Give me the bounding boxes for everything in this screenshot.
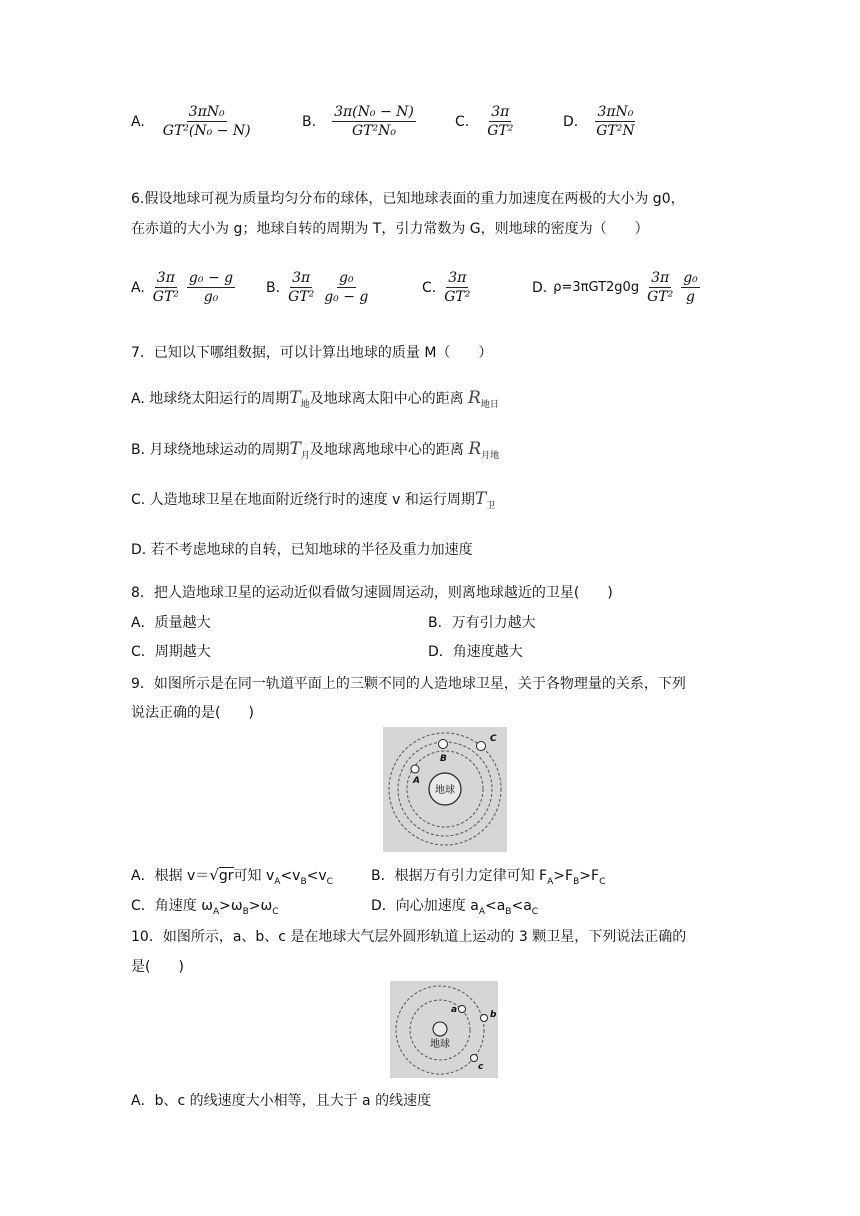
- option-text: B. 月球绕地球运动的周期: [131, 442, 290, 458]
- fraction: [187, 270, 235, 305]
- distance-symbol: R: [468, 388, 481, 408]
- option-text: A. 地球绕太阳运行的周期: [131, 391, 290, 407]
- fraction: [681, 270, 700, 305]
- fraction: [594, 104, 636, 139]
- numerator: g₀: [339, 270, 354, 286]
- denominator: g₀: [203, 289, 219, 305]
- fraction: [322, 270, 370, 305]
- fraction: [442, 270, 472, 305]
- option-label: D.: [563, 113, 579, 130]
- subscript: 地: [300, 399, 310, 410]
- subscript: B: [242, 906, 249, 917]
- denominator: g: [686, 289, 695, 305]
- denominator: GT²N: [596, 123, 635, 139]
- option-text: >ω: [219, 898, 243, 914]
- q5-option-b: [302, 104, 416, 139]
- subscript: B: [300, 876, 307, 887]
- subscript: A: [274, 876, 281, 887]
- option-text: <v: [306, 868, 327, 884]
- q9-option-b: [371, 865, 605, 887]
- q9-option-c: [131, 895, 279, 917]
- q10-stem-line1: 10．如图所示，a、b、c 是在地球大气层外圆形轨道上运动的 3 颗卫星，下列说法正确的: [131, 929, 687, 945]
- q9-option-d: [371, 895, 538, 917]
- option-text: A．根据 v＝: [131, 868, 210, 884]
- q8-option-a: A．质量越大: [131, 615, 211, 631]
- subscript: A: [547, 876, 554, 887]
- option-text: D．向心加速度 a: [371, 898, 479, 914]
- q5-option-a: [131, 104, 253, 139]
- subscript: C: [326, 876, 333, 887]
- subscript: A: [212, 906, 220, 917]
- numerator: 3π: [156, 270, 175, 286]
- earth-label: 地球: [435, 785, 455, 796]
- option-label: C.: [455, 113, 470, 130]
- option-label: A.: [131, 279, 145, 296]
- q6-option-b: [266, 270, 370, 305]
- satellite-a: [459, 1006, 466, 1013]
- satellite-c: [477, 742, 486, 751]
- option-text: C．角速度 ω: [131, 898, 213, 914]
- numerator: 3π: [292, 270, 311, 286]
- numerator: 3π: [448, 270, 467, 286]
- option-text: >F: [579, 868, 600, 884]
- fraction: [286, 270, 316, 305]
- option-text: <a: [484, 898, 506, 914]
- option-label: C.: [422, 279, 437, 296]
- satellite-a-label: A: [413, 776, 420, 786]
- q10-stem-line2: 是( ): [131, 959, 184, 975]
- denominator: GT²: [647, 289, 674, 305]
- subscript: 地日: [480, 399, 499, 410]
- q6-option-c: [422, 270, 472, 305]
- q7-stem: 7．已知以下哪组数据，可以计算出地球的质量 M（ ）: [131, 345, 493, 361]
- satellite-b: [481, 1015, 488, 1022]
- denominator: GT²: [288, 289, 315, 305]
- fraction: [161, 104, 253, 139]
- denominator: GT²: [152, 289, 179, 305]
- period-symbol: T: [474, 489, 487, 509]
- q9-stem-line2: 说法正确的是( ): [131, 705, 254, 721]
- denominator: GT²: [444, 289, 471, 305]
- fraction: [485, 104, 515, 139]
- subscript: A: [478, 906, 485, 917]
- q9-option-a: [131, 865, 333, 887]
- denominator: GT²(N₀ − N): [162, 123, 251, 139]
- option-label: B.: [302, 113, 317, 130]
- subscript: C: [531, 906, 539, 917]
- period-symbol: T: [289, 439, 301, 459]
- fraction: [645, 270, 675, 305]
- q6-stem-line1: 6.假设地球可视为质量均匀分布的球体，已知地球表面的重力加速度在两极的大小为 g0，: [131, 191, 685, 207]
- satellite-c-label: c: [478, 1062, 484, 1072]
- orbit-diagram: [383, 727, 507, 852]
- denominator: GT²: [487, 123, 514, 139]
- q7-option-b: [131, 439, 499, 461]
- subscript: B: [505, 906, 512, 917]
- numerator: 3π: [491, 104, 510, 120]
- option-text: C. 人造地球卫星在地面附近绕行时的速度 v 和运行周期: [131, 492, 475, 508]
- subscript: 卫: [486, 500, 496, 511]
- satellite-b-label: b: [490, 1010, 497, 1020]
- fraction: [151, 270, 181, 305]
- q8-stem: 8．把人造地球卫星的运动近似看做匀速圆周运动，则离地球越近的卫星( ): [131, 585, 613, 601]
- q7-option-d: D. 若不考虑地球的自转，已知地球的半径及重力加速度: [131, 542, 473, 558]
- satellite-b-label: B: [440, 754, 447, 764]
- numerator: 3πN₀: [597, 104, 634, 120]
- satellite-c: [471, 1055, 478, 1062]
- orbit-diagram: [390, 981, 498, 1078]
- option-text: B．根据万有引力定律可知 F: [371, 868, 548, 884]
- option-label: A.: [131, 113, 145, 130]
- q7-option-a: [131, 388, 499, 410]
- q6-option-a: [131, 270, 235, 305]
- option-text: <v: [280, 868, 301, 884]
- radicand: gr: [218, 868, 234, 884]
- satellite-a-label: a: [451, 1005, 458, 1015]
- numerator: 3π(N₀ − N): [334, 104, 414, 120]
- q8-option-d: D．角速度越大: [428, 644, 523, 660]
- denominator: g₀ − g: [324, 289, 369, 305]
- option-label: D.: [532, 279, 548, 296]
- distance-symbol: R: [468, 439, 482, 459]
- subscript: 月地: [481, 450, 500, 461]
- earth-circle: [433, 1022, 447, 1036]
- subscript: B: [573, 876, 580, 887]
- q9-orbit-figure: [383, 727, 507, 852]
- option-text: >F: [553, 868, 574, 884]
- period-symbol: T: [289, 388, 301, 408]
- q5-option-d: [563, 104, 637, 139]
- subscript: C: [272, 906, 279, 917]
- option-text: 及地球离地球中心的距离: [309, 442, 464, 458]
- q10-orbit-figure: [390, 981, 498, 1078]
- q5-option-c: [455, 104, 515, 139]
- option-text: >ω: [248, 898, 273, 914]
- option-text: 可知 v: [233, 868, 275, 884]
- numerator: g₀ − g: [188, 270, 234, 286]
- option-text: 及地球离太阳中心的距离: [309, 391, 464, 407]
- option-text: <a: [511, 898, 532, 914]
- satellite-c-label: C: [490, 734, 497, 744]
- q7-option-c: [131, 489, 495, 511]
- numerator: 3πN₀: [188, 104, 225, 120]
- q8-option-b: B．万有引力越大: [428, 615, 536, 631]
- sqrt-sign: √: [209, 866, 219, 884]
- q9-stem-line1: 9．如图所示是在同一轨道平面上的三颗不同的人造地球卫星，关于各物理量的关系，下列: [131, 676, 686, 692]
- fraction: [332, 104, 416, 139]
- satellite-b: [439, 740, 448, 749]
- q6-option-d: [532, 270, 700, 305]
- satellite-a: [411, 765, 419, 773]
- subscript: C: [599, 876, 606, 887]
- denominator: GT²N₀: [351, 123, 396, 139]
- q6-stem-line2: 在赤道的大小为 g；地球自转的周期为 T，引力常数为 G，则地球的密度为（ ）: [131, 221, 649, 237]
- subscript: 月: [300, 450, 310, 461]
- numerator: g₀: [683, 270, 698, 286]
- q10-option-a: A．b、c 的线速度大小相等，且大于 a 的线速度: [131, 1093, 432, 1109]
- earth-label: 地球: [430, 1039, 450, 1050]
- density-expression: ρ=3πGT2g0g: [553, 280, 640, 295]
- q8-option-c: C．周期越大: [131, 644, 211, 660]
- numerator: 3π: [651, 270, 670, 286]
- option-label: B.: [266, 279, 281, 296]
